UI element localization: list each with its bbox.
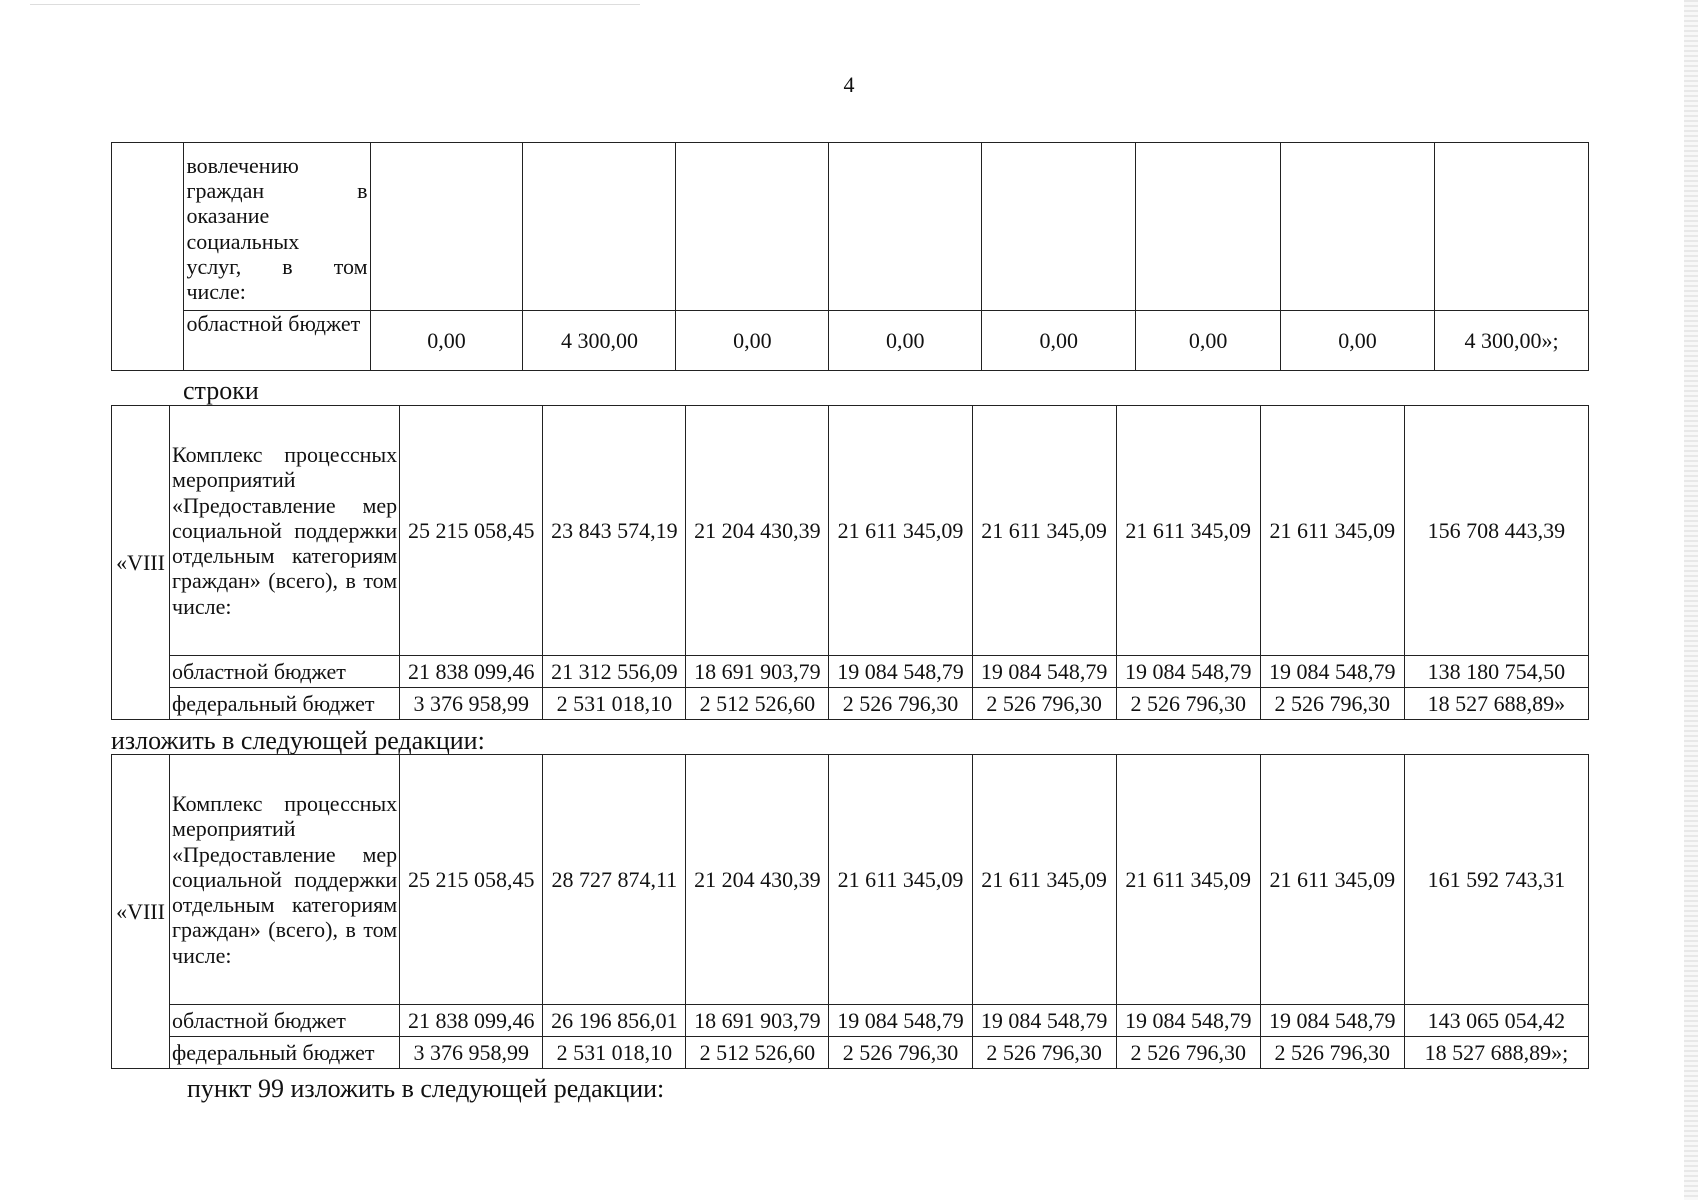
value-cell: 21 611 345,09	[829, 755, 972, 1005]
value-cell: 19 084 548,79	[972, 656, 1116, 688]
value-cell: 19 084 548,79	[829, 656, 972, 688]
value-cell: 21 611 345,09	[972, 406, 1116, 656]
value-cell: 23 843 574,19	[543, 406, 686, 656]
desc-line: граждан в	[186, 177, 368, 203]
value-cell: 21 312 556,09	[543, 656, 686, 688]
table-row	[112, 143, 1589, 311]
value-cell: 19 084 548,79	[829, 1005, 972, 1037]
value-cell: 2 526 796,30	[829, 1037, 972, 1069]
row-label: федеральный бюджет	[170, 1037, 400, 1069]
note-text: строки	[183, 376, 259, 405]
value-cell: 21 611 345,09	[1260, 755, 1404, 1005]
value-cell: 143 065 054,42	[1404, 1005, 1588, 1037]
row-label: федеральный бюджет	[170, 688, 400, 720]
value-cell: 19 084 548,79	[972, 1005, 1116, 1037]
value-cell: 0,00	[1281, 311, 1435, 371]
desc-line: вовлечению	[186, 152, 299, 178]
value-cell: 25 215 058,45	[400, 755, 543, 1005]
value-cell: 2 531 018,10	[543, 688, 686, 720]
value-cell: 19 084 548,79	[1116, 656, 1260, 688]
value-cell: 2 526 796,30	[1116, 688, 1260, 720]
value-cell: 2 526 796,30	[972, 688, 1116, 720]
empty-cell	[1435, 143, 1589, 311]
table-row	[112, 688, 1589, 720]
value-cell: 0,00	[1136, 311, 1281, 371]
value-cell: 2 526 796,30	[972, 1037, 1116, 1069]
table-row	[112, 406, 1589, 656]
value-cell: 21 838 099,46	[400, 1005, 543, 1037]
value-cell: 21 611 345,09	[1116, 406, 1260, 656]
value-cell: 18 691 903,79	[686, 1005, 829, 1037]
empty-cell	[676, 143, 829, 311]
empty-cell	[982, 143, 1136, 311]
value-cell: 18 527 688,89»	[1404, 688, 1588, 720]
table-row	[112, 1037, 1589, 1069]
value-cell: 2 531 018,10	[543, 1037, 686, 1069]
desc-line: услуг, в том	[186, 253, 368, 279]
value-cell: 18 527 688,89»;	[1404, 1037, 1588, 1069]
value-cell: 21 204 430,39	[686, 406, 829, 656]
value-cell: 2 512 526,60	[686, 688, 829, 720]
value-cell: 21 204 430,39	[686, 755, 829, 1005]
value-cell: 19 084 548,79	[1116, 1005, 1260, 1037]
row-code: «VIII	[112, 406, 170, 720]
code-cell	[112, 143, 184, 371]
value-cell: 26 196 856,01	[543, 1005, 686, 1037]
value-cell: 21 611 345,09	[1260, 406, 1404, 656]
value-cell: 4 300,00»;	[1435, 311, 1589, 371]
value-cell: 18 691 903,79	[686, 656, 829, 688]
value-cell: 0,00	[676, 311, 829, 371]
desc-line: оказание	[186, 203, 270, 229]
item-description: Комплекс процессных мероприятий «Предоставление мер социальной поддержки отдельным категориям граждан» (всего), в том числе:	[170, 755, 400, 1005]
empty-cell	[1281, 143, 1435, 311]
value-cell: 28 727 874,11	[543, 755, 686, 1005]
budget-table-new	[111, 754, 1589, 1069]
page-number: 4	[843, 72, 855, 97]
scan-artifact-line	[30, 4, 640, 5]
desc-line: социальных	[186, 228, 300, 254]
note-text: изложить в следующей редакции:	[111, 726, 485, 755]
value-cell: 3 376 958,99	[400, 688, 543, 720]
value-cell: 156 708 443,39	[1404, 406, 1588, 656]
table-row	[112, 755, 1589, 1005]
value-cell: 4 300,00	[523, 311, 676, 371]
row-label: областной бюджет	[170, 656, 400, 688]
budget-table-continuation	[111, 142, 1589, 371]
empty-cell	[1136, 143, 1281, 311]
row-label: областной бюджет	[170, 1005, 400, 1037]
value-cell: 2 526 796,30	[1116, 1037, 1260, 1069]
value-cell: 2 512 526,60	[686, 1037, 829, 1069]
budget-table-old	[111, 405, 1589, 720]
table-row	[112, 1005, 1589, 1037]
table-row	[112, 311, 1589, 371]
value-cell: 21 838 099,46	[400, 656, 543, 688]
table-row	[112, 656, 1589, 688]
empty-cell	[523, 143, 676, 311]
value-cell: 0,00	[982, 311, 1136, 371]
value-cell: 2 526 796,30	[829, 688, 972, 720]
value-cell: 0,00	[370, 311, 523, 371]
row-code: «VIII	[112, 755, 170, 1069]
value-cell: 25 215 058,45	[400, 406, 543, 656]
value-cell: 138 180 754,50	[1404, 656, 1588, 688]
item-description: Комплекс процессных мероприятий «Предоставление мер социальной поддержки отдельным категориям граждан» (всего), в том числе:	[170, 406, 400, 656]
empty-cell	[370, 143, 523, 311]
note-text: пункт 99 изложить в следующей редакции:	[187, 1074, 665, 1103]
value-cell: 19 084 548,79	[1260, 1005, 1404, 1037]
row-label: областной бюджет	[184, 311, 370, 371]
desc-line: числе:	[186, 279, 246, 305]
value-cell: 3 376 958,99	[400, 1037, 543, 1069]
empty-cell	[829, 143, 982, 311]
item-description	[184, 143, 370, 311]
value-cell: 21 611 345,09	[1116, 755, 1260, 1005]
value-cell: 161 592 743,31	[1404, 755, 1588, 1005]
value-cell: 2 526 796,30	[1260, 1037, 1404, 1069]
value-cell: 21 611 345,09	[829, 406, 972, 656]
value-cell: 21 611 345,09	[972, 755, 1116, 1005]
value-cell: 0,00	[829, 311, 982, 371]
value-cell: 2 526 796,30	[1260, 688, 1404, 720]
value-cell: 19 084 548,79	[1260, 656, 1404, 688]
scan-edge	[1684, 0, 1698, 1200]
